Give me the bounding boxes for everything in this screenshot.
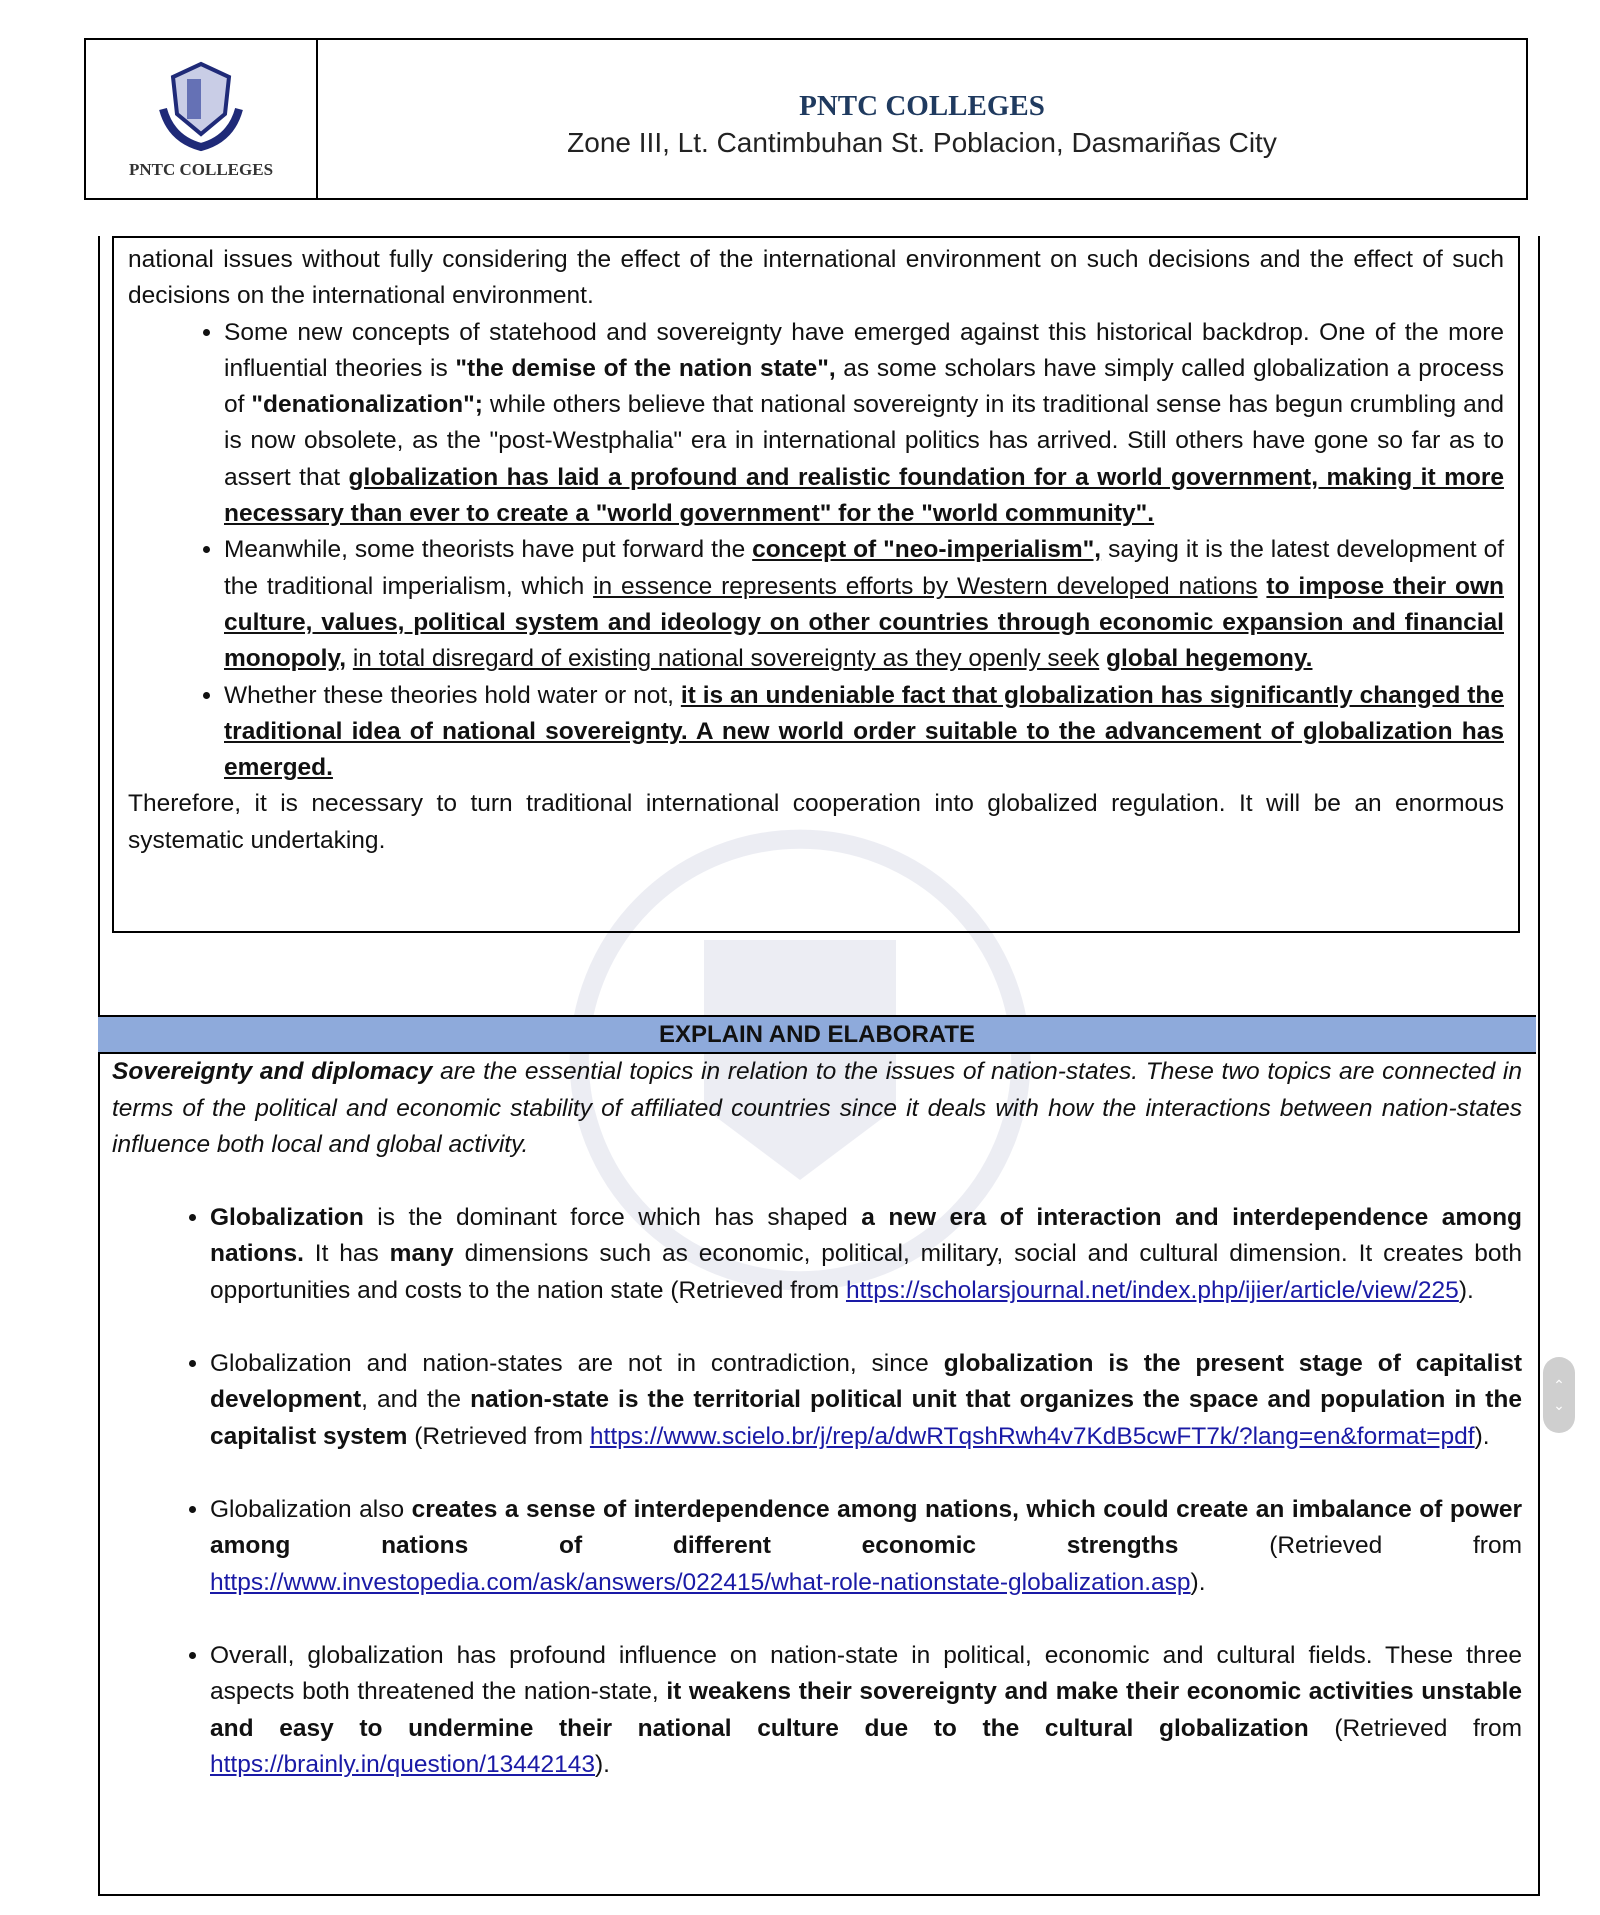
- section-title: EXPLAIN AND ELABORATE: [98, 1015, 1536, 1054]
- text-segment: as some scholars have simply called globalization a process of: [224, 354, 1504, 419]
- text-segment: globalization has laid a profound and realistic foundation for a world government, making it more necessary than ever to create a "world government" for the "world community".: [224, 463, 1504, 528]
- text-segment: Globalization also: [210, 1495, 412, 1523]
- college-logo: [86, 40, 318, 198]
- text-segment: globalization is the present stage of capitalist development: [210, 1349, 1522, 1413]
- text-segment: [346, 645, 353, 672]
- text-segment: "the demise of the nation state",: [455, 354, 836, 382]
- source-link[interactable]: https://www.investopedia.com/ask/answers/022415/what-role-nationstate-globalization.asp: [210, 1568, 1191, 1596]
- source-link[interactable]: https://scholarsjournal.net/index.php/ijier/article/view/225: [845, 1276, 1459, 1304]
- text-segment: dimensions such as economic, political, military, social and cultural dimension. It creates both opportunities and costs to the nation state (Retrieved from: [210, 1240, 1522, 1304]
- text-segment: in total disregard of existing national sovereignty as they openly seek: [352, 645, 1100, 673]
- text-segment: ).: [1474, 1422, 1490, 1450]
- text-segment: national issues without fully considering the effect of the international environment on such decisions and the effect of such decisions on the international environment.: [128, 246, 1504, 310]
- text-segment: ).: [1458, 1276, 1474, 1304]
- text-segment: global hegemony.: [1106, 645, 1313, 673]
- text-segment: saying it is the latest development of the traditional imperialism, which: [224, 536, 1505, 600]
- text-segment: Whether these theories hold water or not,: [224, 681, 681, 709]
- text-segment: are the essential topics in relation to the issues of nation-states. These two topics are connected in terms of the political and economic stability of affiliated countries since it deals with how the interactions between nation-states influence both local and global activity.: [112, 1058, 1522, 1158]
- college-name: PNTC COLLEGES: [799, 89, 1045, 122]
- text-segment: is the dominant force which has shaped: [363, 1203, 862, 1231]
- text-segment: [1099, 645, 1106, 672]
- text-segment: it weakens their sovereignty and make their economic activities unstable and easy to undermine their national culture due to the cultural globalization: [210, 1678, 1522, 1742]
- college-address: Zone III, Lt. Cantimbuhan St. Poblacion, Dasmariñas City: [567, 126, 1277, 158]
- chevron-down-icon[interactable]: ⌄: [1553, 1397, 1565, 1413]
- list-item: [224, 315, 1504, 533]
- text-segment: Overall, globalization has profound influence on nation-state in political, economic and cultural fields. These three aspects both threatened the nation-state,: [210, 1641, 1522, 1705]
- text-segment: while others believe that national sovereignty in its traditional sense has begun crumbling and is now obsolete, as the "post-Westphalia" era in international politics has arrived. Still others have gone so far as to assert that: [224, 391, 1504, 491]
- list-item: [224, 532, 1504, 677]
- text-segment: "denationalization";: [251, 391, 483, 419]
- text-segment: Globalization: [210, 1203, 364, 1231]
- chevron-up-icon[interactable]: ⌃: [1553, 1377, 1565, 1393]
- text-segment: nation-state is the territorial political unit that organizes the space and population in the capitalist system: [210, 1386, 1522, 1450]
- text-segment: Sovereignty and diplomacy: [112, 1058, 433, 1085]
- crest-icon: [151, 59, 251, 154]
- document-header: [84, 38, 1528, 200]
- section-body: [112, 1054, 1522, 1820]
- list-item: [210, 1346, 1522, 1456]
- text-segment: (Retrieved from: [407, 1422, 590, 1450]
- text-segment: concept of "neo-imperialism",: [752, 536, 1102, 564]
- list-item: [210, 1200, 1522, 1310]
- lead-paragraph: [128, 242, 1504, 315]
- logo-text: PNTC COLLEGES: [128, 159, 274, 179]
- list-item: [224, 678, 1504, 787]
- scroll-control[interactable]: [1543, 1357, 1575, 1433]
- continued-text-box: [112, 236, 1520, 933]
- list-item: [210, 1492, 1522, 1602]
- closing-paragraph: [128, 786, 1504, 859]
- list-item: [210, 1638, 1522, 1784]
- text-segment: (Retrieved from: [1178, 1532, 1522, 1559]
- intro-paragraph: [112, 1054, 1522, 1164]
- theories-list: [128, 315, 1504, 787]
- text-segment: Meanwhile, some theorists have put forward the: [224, 536, 753, 564]
- text-segment: ).: [1190, 1568, 1206, 1596]
- text-segment: many: [389, 1240, 454, 1267]
- text-segment: to impose their own culture, values, political system and ideology on other countries through economic expansion and financial monopoly,: [224, 572, 1504, 673]
- source-link[interactable]: https://www.scielo.br/j/rep/a/dwRTqshRwh4v7KdB5cwFT7k/?lang=en&format=pdf: [589, 1422, 1475, 1450]
- text-segment: creates a sense of interdependence among nations, which could create an imbalance of power among nations of different economic strengths: [210, 1495, 1522, 1559]
- text-segment: ).: [595, 1751, 610, 1778]
- text-segment: It has: [303, 1240, 390, 1267]
- globalization-list: [112, 1200, 1522, 1784]
- text-segment: it is an undeniable fact that globalization has significantly changed the traditional idea of national sovereignty. A new world order suitable to the advancement of globalization has emerged.: [224, 681, 1504, 782]
- text-segment: (Retrieved from: [1308, 1714, 1522, 1742]
- text-segment: in essence represents efforts by Western developed nations: [593, 572, 1258, 600]
- text-segment: a new era of interaction and interdependence among nations.: [210, 1203, 1523, 1267]
- text-segment: Globalization and nation-states are not in contradiction, since: [210, 1349, 944, 1377]
- text-segment: , and the: [361, 1386, 471, 1413]
- text-segment: Some new concepts of statehood and sovereignty have emerged against this historical backdrop. One of the more influential theories is: [224, 318, 1504, 382]
- source-link[interactable]: https://brainly.in/question/13442143: [210, 1751, 596, 1778]
- text-segment: Therefore, it is necessary to turn traditional international cooperation into globalized regulation. It will be an enormous systematic undertaking.: [128, 790, 1504, 854]
